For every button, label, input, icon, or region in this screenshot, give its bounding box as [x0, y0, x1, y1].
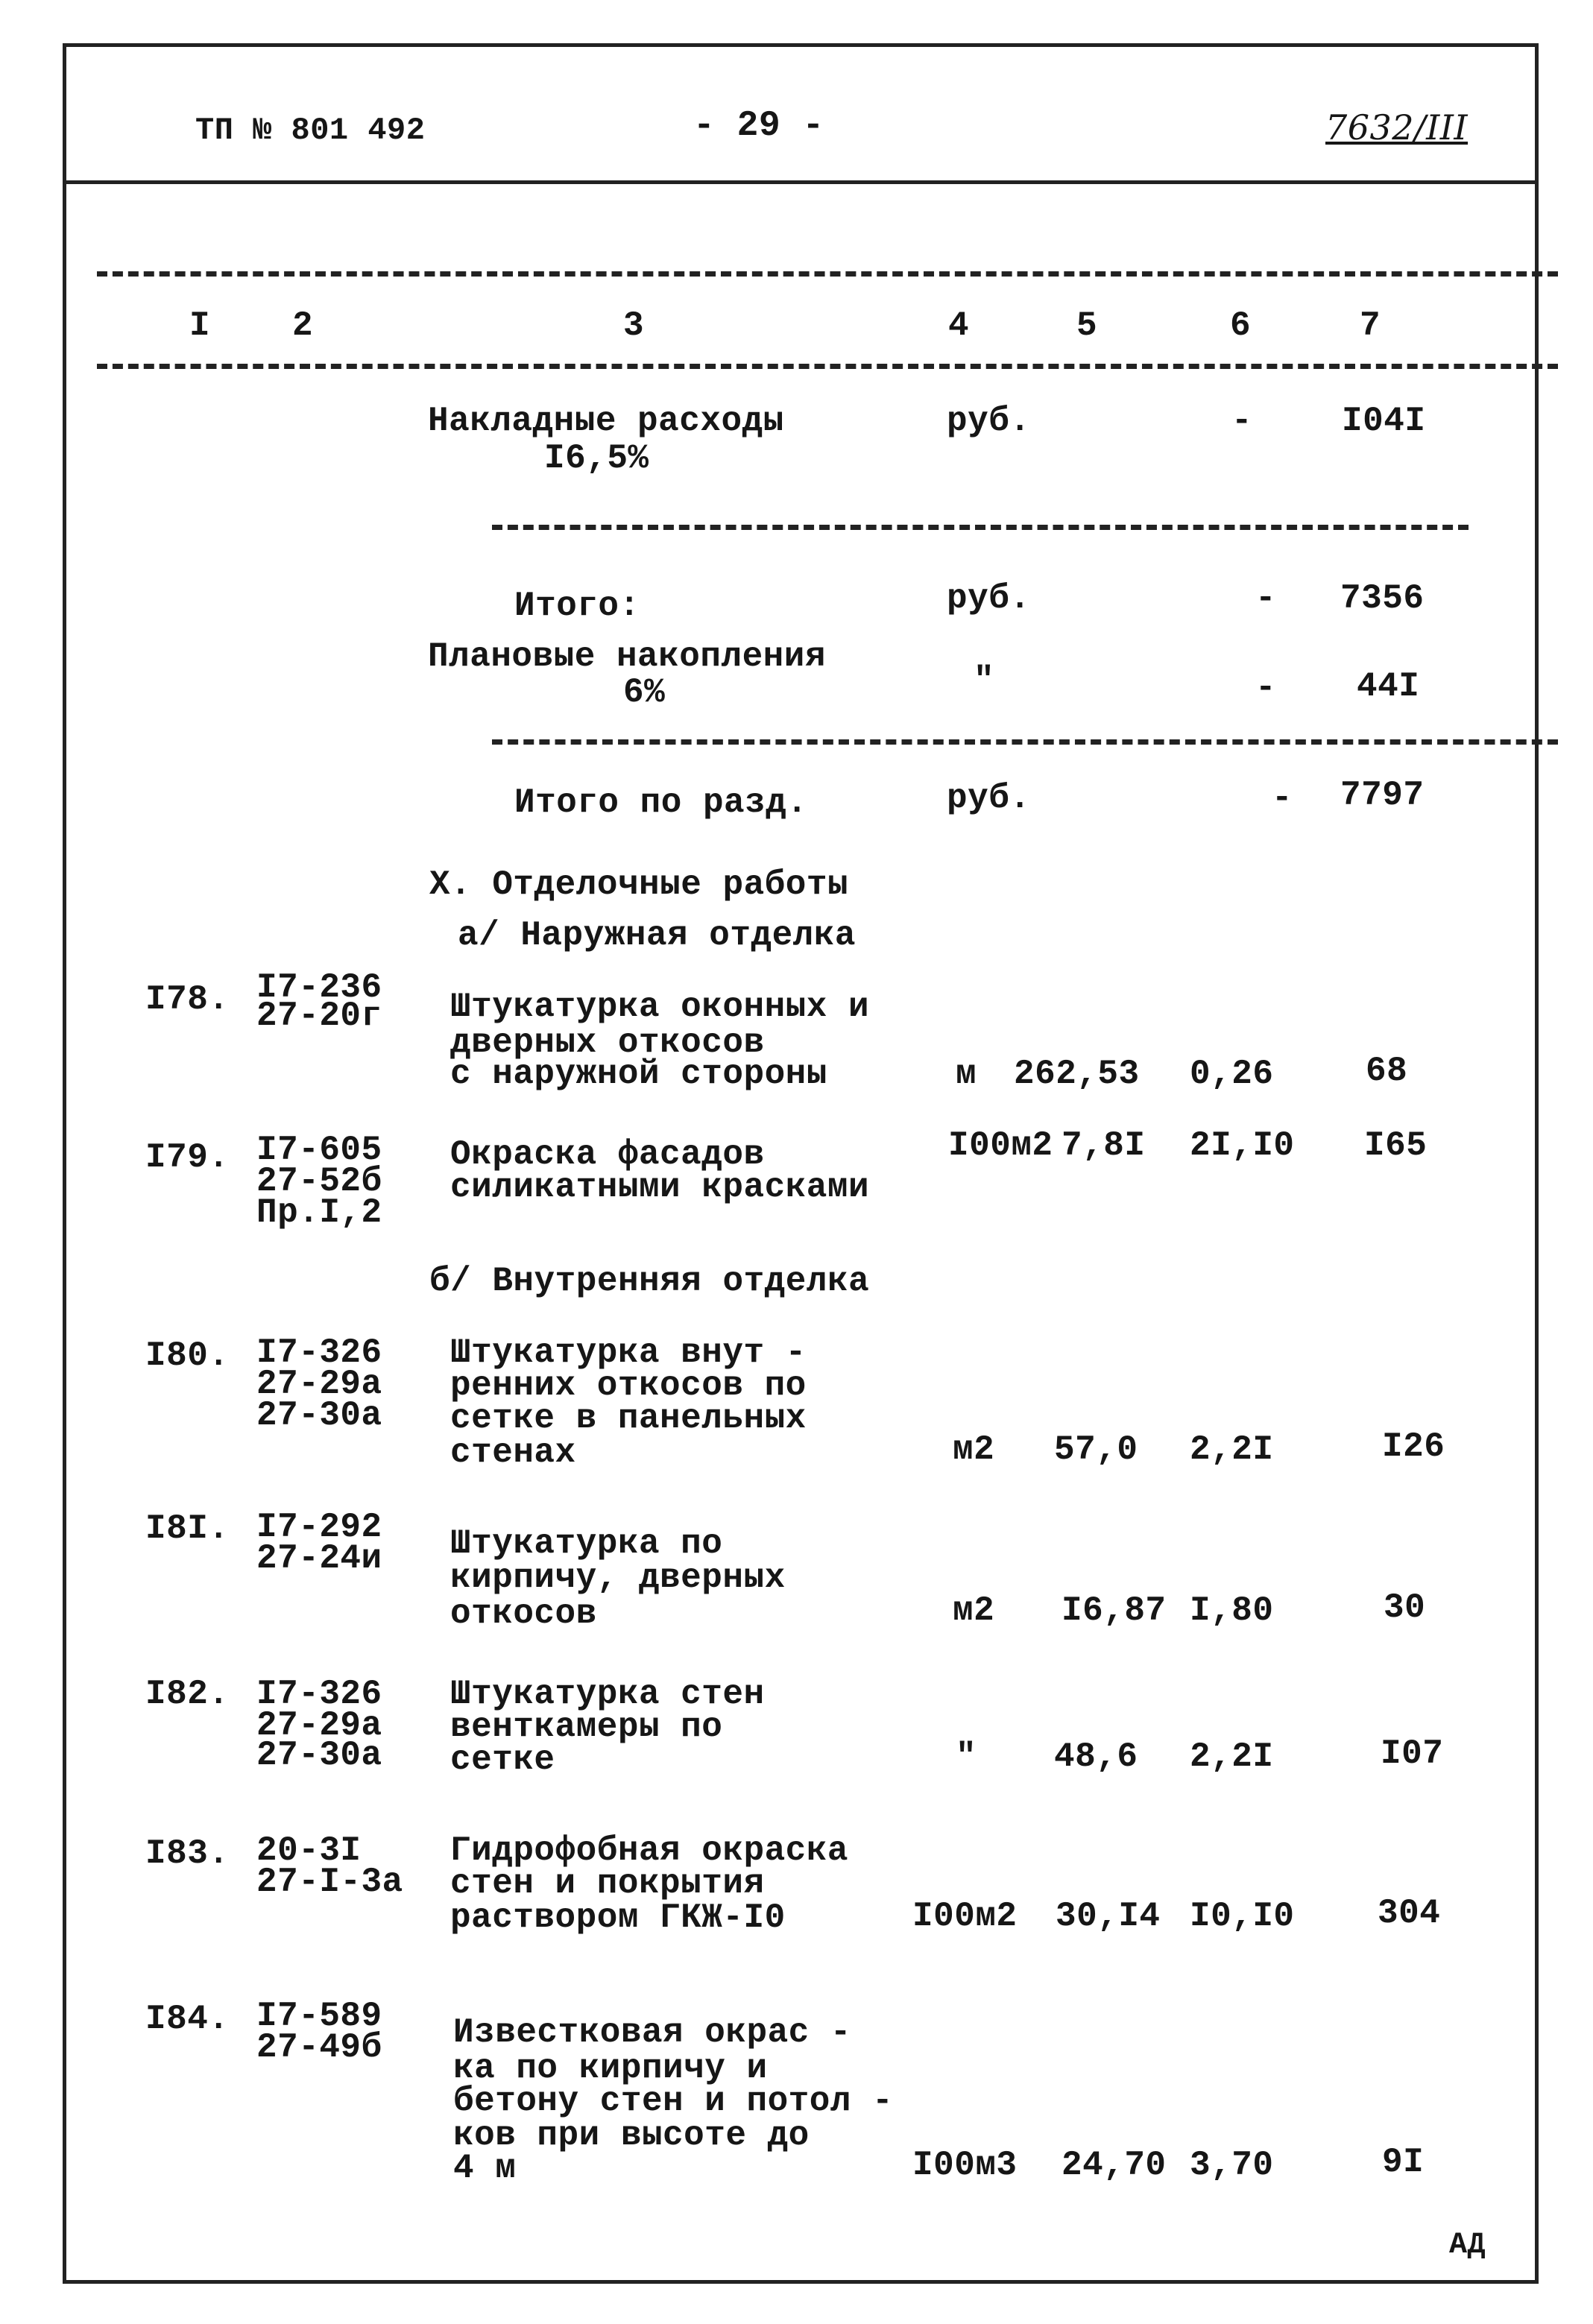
row-description: кирпичу, дверных [450, 1559, 786, 1597]
row-number: I79. [145, 1138, 230, 1177]
row-description: Известковая окрас - [453, 2013, 851, 2052]
column-heading-3: 3 [623, 306, 645, 345]
archive-number: 7632/III [1325, 107, 1469, 148]
row-number: I78. [145, 980, 230, 1019]
row-total: I07 [1381, 1734, 1444, 1773]
row-description: Окраска фасадов [450, 1135, 765, 1174]
planned-unit: " [974, 661, 995, 700]
column-heading-2: 2 [292, 306, 314, 345]
row-description: откосов [450, 1594, 597, 1633]
column-header-bottom-rule [97, 364, 1558, 369]
row-number: I83. [145, 1834, 230, 1873]
row-description: Штукатурка по [450, 1524, 723, 1563]
summary-rule-1 [492, 525, 1469, 530]
row-code: I7-236 [256, 968, 382, 1007]
subtotal-col6: - [1255, 579, 1277, 618]
row-description: ренних откосов по [450, 1366, 807, 1405]
overhead-col6: - [1231, 402, 1253, 441]
row-description: бетону стен и потол - [453, 2082, 894, 2121]
row-code: Пр.I,2 [256, 1193, 382, 1232]
row-unit-price: I,80 [1190, 1591, 1274, 1630]
row-total: 304 [1378, 1894, 1441, 1933]
column-heading-7: 7 [1360, 306, 1381, 345]
row-quantity: 57,0 [1054, 1430, 1138, 1469]
row-code: I7-589 [256, 1997, 382, 2036]
row-description: Штукатурка внут - [450, 1333, 807, 1372]
row-total: 9I [1382, 2143, 1425, 2182]
row-quantity: 48,6 [1054, 1737, 1138, 1776]
subsection-a: а/ Наружная отделка [458, 916, 856, 955]
overhead-unit: руб. [947, 402, 1031, 441]
row-description: Штукатурка оконных и [450, 988, 870, 1026]
row-code: 27-30а [256, 1736, 382, 1775]
header-rule [63, 180, 1539, 184]
row-code: I7-326 [256, 1675, 382, 1714]
row-number: I80. [145, 1336, 230, 1375]
overhead-label: Накладные расходы [428, 402, 784, 441]
row-unit: м2 [953, 1591, 995, 1630]
planned-total: 44I [1357, 667, 1420, 706]
row-code: 27-29а [256, 1365, 382, 1403]
row-description: венткамеры по [450, 1708, 723, 1746]
row-unit-price: 0,26 [1190, 1055, 1274, 1093]
row-description: раствором ГКЖ-I0 [450, 1898, 786, 1937]
section-total-col6: - [1272, 779, 1293, 818]
row-number: I84. [145, 2000, 230, 2039]
page-number: - 29 - [693, 106, 824, 146]
row-code: 27-I-3а [256, 1863, 403, 1901]
row-code: 27-20г [256, 997, 382, 1035]
overhead-total: I04I [1342, 402, 1426, 441]
subtotal-label: Итого: [514, 587, 640, 625]
row-total: I65 [1364, 1126, 1428, 1165]
row-description: дверных откосов [450, 1023, 765, 1062]
row-description: стенах [450, 1433, 576, 1472]
column-heading-5: 5 [1076, 306, 1098, 345]
row-unit: м2 [953, 1430, 995, 1469]
row-quantity: 30,I4 [1056, 1897, 1161, 1936]
row-code: 27-49б [256, 2028, 382, 2067]
planned-col6: - [1255, 669, 1277, 707]
row-code: 27-29а [256, 1706, 382, 1745]
row-description: 4 м [453, 2149, 517, 2188]
row-description: Гидрофобная окраска [450, 1831, 848, 1870]
row-code: 20-3I [256, 1831, 362, 1870]
row-unit-price: I0,I0 [1190, 1897, 1295, 1936]
planned-label: Плановые накопления [428, 637, 826, 676]
footer-mark: АД [1449, 2229, 1486, 2262]
section-total-value: 7797 [1340, 776, 1425, 815]
row-description: силикатными красками [450, 1168, 870, 1207]
row-code: 27-52б [256, 1162, 382, 1201]
section-title: X. Отделочные работы [429, 865, 849, 904]
row-unit: м [956, 1055, 977, 1093]
row-unit-price: 2,2I [1190, 1430, 1274, 1469]
doc-code: ТП № 801 492 [195, 113, 426, 148]
row-description: ка по кирпичу и [453, 2049, 768, 2088]
row-description: ков при высоте до [453, 2116, 810, 2155]
row-unit-price: 2,2I [1190, 1737, 1274, 1776]
column-heading-4: 4 [948, 306, 970, 345]
row-quantity: 7,8I [1062, 1126, 1146, 1165]
row-quantity: I6,87 [1062, 1591, 1167, 1630]
row-code: I7-326 [256, 1333, 382, 1372]
section-total-label: Итого по разд. [514, 783, 808, 822]
row-unit: I00м3 [912, 2146, 1018, 2185]
column-header-top-rule [97, 271, 1558, 277]
row-unit: " [956, 1737, 977, 1776]
row-description: сетке в панельных [450, 1399, 807, 1438]
row-code: 27-30а [256, 1396, 382, 1435]
row-number: I82. [145, 1675, 230, 1714]
subsection-b: б/ Внутренняя отделка [429, 1262, 870, 1301]
row-quantity: 262,53 [1014, 1055, 1140, 1093]
column-heading-6: 6 [1230, 306, 1252, 345]
row-code: I7-292 [256, 1508, 382, 1547]
row-description: стен и покрытия [450, 1864, 765, 1903]
overhead-rate: I6,5% [544, 439, 649, 478]
subtotal-total: 7356 [1340, 579, 1425, 618]
row-unit-price: 2I,I0 [1190, 1126, 1295, 1165]
section-total-unit: руб. [947, 779, 1031, 818]
row-unit: I00м2 [912, 1897, 1018, 1936]
row-quantity: 24,70 [1062, 2146, 1167, 2185]
row-total: 30 [1384, 1588, 1426, 1627]
row-code: 27-24и [256, 1539, 382, 1578]
row-description: сетке [450, 1740, 555, 1779]
row-number: I8I. [145, 1509, 230, 1548]
row-description: с наружной стороны [450, 1055, 827, 1093]
subtotal-unit: руб. [947, 579, 1031, 618]
planned-rate: 6% [623, 673, 666, 712]
column-heading-1: I [189, 306, 211, 345]
row-code: I7-605 [256, 1131, 382, 1169]
row-total: 68 [1366, 1052, 1408, 1090]
row-description: Штукатурка стен [450, 1675, 765, 1714]
summary-rule-2 [492, 739, 1558, 745]
row-unit-price: 3,70 [1190, 2146, 1274, 2185]
row-total: I26 [1382, 1427, 1445, 1466]
row-unit: I00м2 [948, 1126, 1053, 1165]
